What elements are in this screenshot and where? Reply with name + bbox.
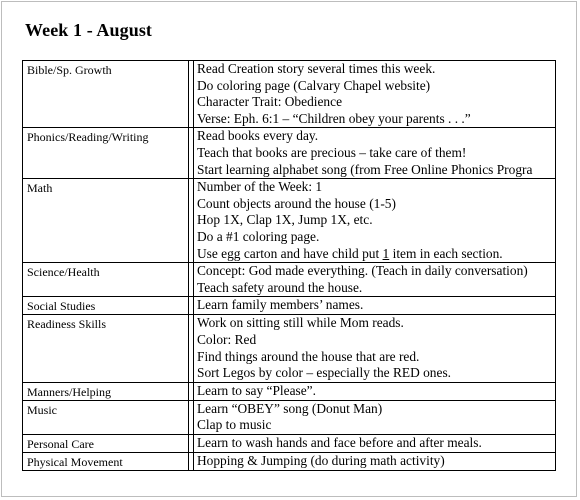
activities-cell xyxy=(194,434,556,452)
activity-line: Color: Red xyxy=(197,331,257,347)
activities-cell xyxy=(194,452,556,470)
activity-line: Start learning alphabet song (from Free Online Phonics Progra xyxy=(197,161,533,177)
subject-cell: Science/Health xyxy=(23,263,189,297)
activities-cell xyxy=(194,128,556,179)
activity-line: Hopping & Jumping (do during math activity) xyxy=(197,452,445,468)
activities-cell xyxy=(194,61,556,128)
activity-line: Read books every day. xyxy=(197,128,319,144)
subject-cell: Manners/Helping xyxy=(23,382,189,400)
subject-cell: Personal Care xyxy=(23,434,189,452)
subject-cell: Music xyxy=(23,400,189,434)
table-row xyxy=(23,297,556,315)
subject-cell: Bible/Sp. Growth xyxy=(23,61,189,128)
subject-cell: Readiness Skills xyxy=(23,315,189,382)
activities-cell xyxy=(194,297,556,315)
subject-cell: Phonics/Reading/Writing xyxy=(23,128,189,179)
activity-line: Learn family members’ names. xyxy=(197,297,364,313)
lesson-plan-table xyxy=(22,60,556,471)
table-row xyxy=(23,452,556,470)
activity-line: Teach safety around the house. xyxy=(197,279,363,295)
activity-line: Read Creation story several times this week. xyxy=(197,61,436,76)
activity-line: Learn “OBEY” song (Donut Man) xyxy=(197,400,383,416)
activities-cell xyxy=(194,179,556,263)
table-row xyxy=(23,128,556,179)
activity-line: Verse: Eph. 6:1 – “Children obey your parents . . .” xyxy=(197,110,471,126)
activities-cell xyxy=(194,382,556,400)
table-row xyxy=(23,382,556,400)
table-row xyxy=(23,434,556,452)
table-row xyxy=(23,263,556,297)
subject-cell: Math xyxy=(23,179,189,263)
table-row xyxy=(23,400,556,434)
activity-line: Clap to music xyxy=(197,417,272,433)
activity-line: Do a #1 coloring page. xyxy=(197,228,320,244)
subject-cell: Physical Movement xyxy=(23,452,189,470)
table-row xyxy=(23,315,556,382)
activity-line: Find things around the house that are red. xyxy=(197,348,420,364)
activity-line: Number of the Week: 1 xyxy=(197,179,323,195)
activities-cell xyxy=(194,315,556,382)
activity-line: Count objects around the house (1-5) xyxy=(197,195,396,211)
activity-line: Hop 1X, Clap 1X, Jump 1X, etc. xyxy=(197,212,373,228)
activities-cell xyxy=(194,263,556,297)
activity-line: Character Trait: Obedience xyxy=(197,94,343,110)
activity-line: Do coloring page (Calvary Chapel website) xyxy=(197,77,431,93)
activity-line: Concept: God made everything. (Teach in daily conversation) xyxy=(197,263,528,279)
table-row xyxy=(23,179,556,263)
activity-line: Sort Legos by color – especially the RED ones. xyxy=(197,365,451,381)
activity-line: Use egg carton and have child put 1 item in each section. xyxy=(197,245,503,261)
activity-line: Learn to wash hands and face before and after meals. xyxy=(197,434,482,450)
activity-line: Learn to say “Please”. xyxy=(197,382,316,398)
activities-cell xyxy=(194,400,556,434)
table-row xyxy=(23,61,556,128)
page-title: Week 1 - August xyxy=(25,20,153,40)
activity-line: Work on sitting still while Mom reads. xyxy=(197,315,404,331)
activity-line: Teach that books are precious – take care of them! xyxy=(197,144,467,160)
subject-cell: Social Studies xyxy=(23,297,189,315)
